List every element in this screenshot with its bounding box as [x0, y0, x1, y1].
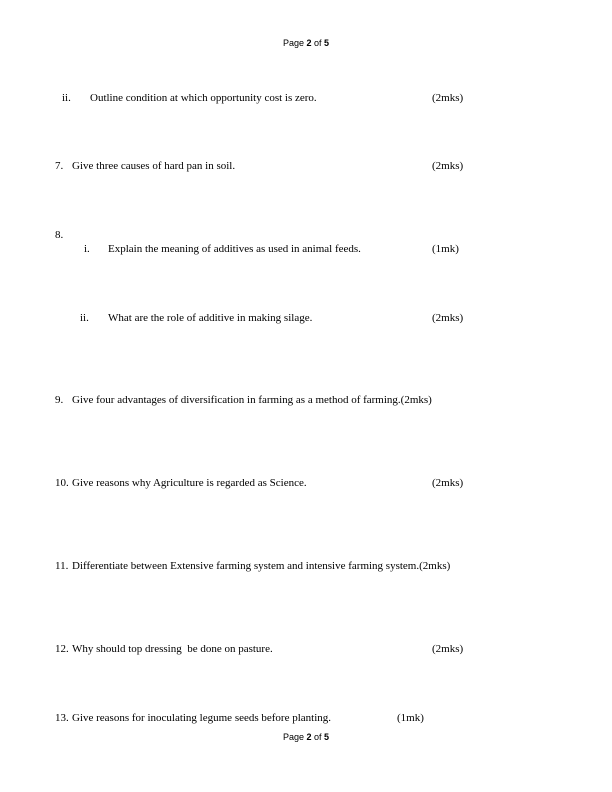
page-current: 2 — [306, 38, 312, 48]
question-text: Why should top dressing be done on pasture. — [72, 643, 273, 655]
question-marks: (1mk) — [397, 712, 424, 724]
page-total: 5 — [324, 38, 330, 48]
question-text: Give four advantages of diversification in farming as a method of farming.(2mks) — [72, 394, 432, 406]
question-number: i. — [84, 243, 90, 255]
question-text: What are the role of additive in making silage. — [108, 312, 313, 324]
page-total: 5 — [324, 732, 330, 742]
question-text: Outline condition at which opportunity cost is zero. — [90, 92, 317, 104]
question-text: Differentiate between Extensive farming system and intensive farming system.(2mks) — [72, 560, 451, 572]
question-marks: (2mks) — [432, 477, 464, 489]
question-marks: (2mks) — [432, 92, 464, 104]
question-number: ii. — [62, 92, 71, 104]
page-header — [0, 37, 612, 49]
question-text: Give three causes of hard pan in soil. — [72, 160, 236, 172]
page-label: Page — [282, 38, 304, 48]
page-footer — [0, 731, 612, 743]
page-label: Page — [282, 732, 304, 742]
page-of: of — [314, 732, 322, 742]
question-marks: (2mks) — [432, 643, 464, 655]
question-number: 11. — [55, 560, 69, 572]
question-marks: (2mks) — [432, 160, 464, 172]
page-of: of — [314, 38, 322, 48]
question-number: 7. — [55, 160, 64, 172]
question-number: 10. — [55, 477, 69, 489]
question-marks: (1mk) — [432, 243, 459, 255]
question-number: ii. — [80, 312, 89, 324]
question-text: Give reasons for inoculating legume seeds before planting. — [72, 712, 332, 724]
question-marks: (2mks) — [432, 312, 464, 324]
question-number: 9. — [55, 394, 64, 406]
question-number: 13. — [55, 712, 69, 724]
question-number: 12. — [55, 643, 69, 655]
question-number: 8. — [55, 229, 64, 241]
question-text: Give reasons why Agriculture is regarded as Science. — [72, 477, 307, 489]
page-current: 2 — [306, 732, 312, 742]
question-text: Explain the meaning of additives as used in animal feeds. — [108, 243, 361, 255]
